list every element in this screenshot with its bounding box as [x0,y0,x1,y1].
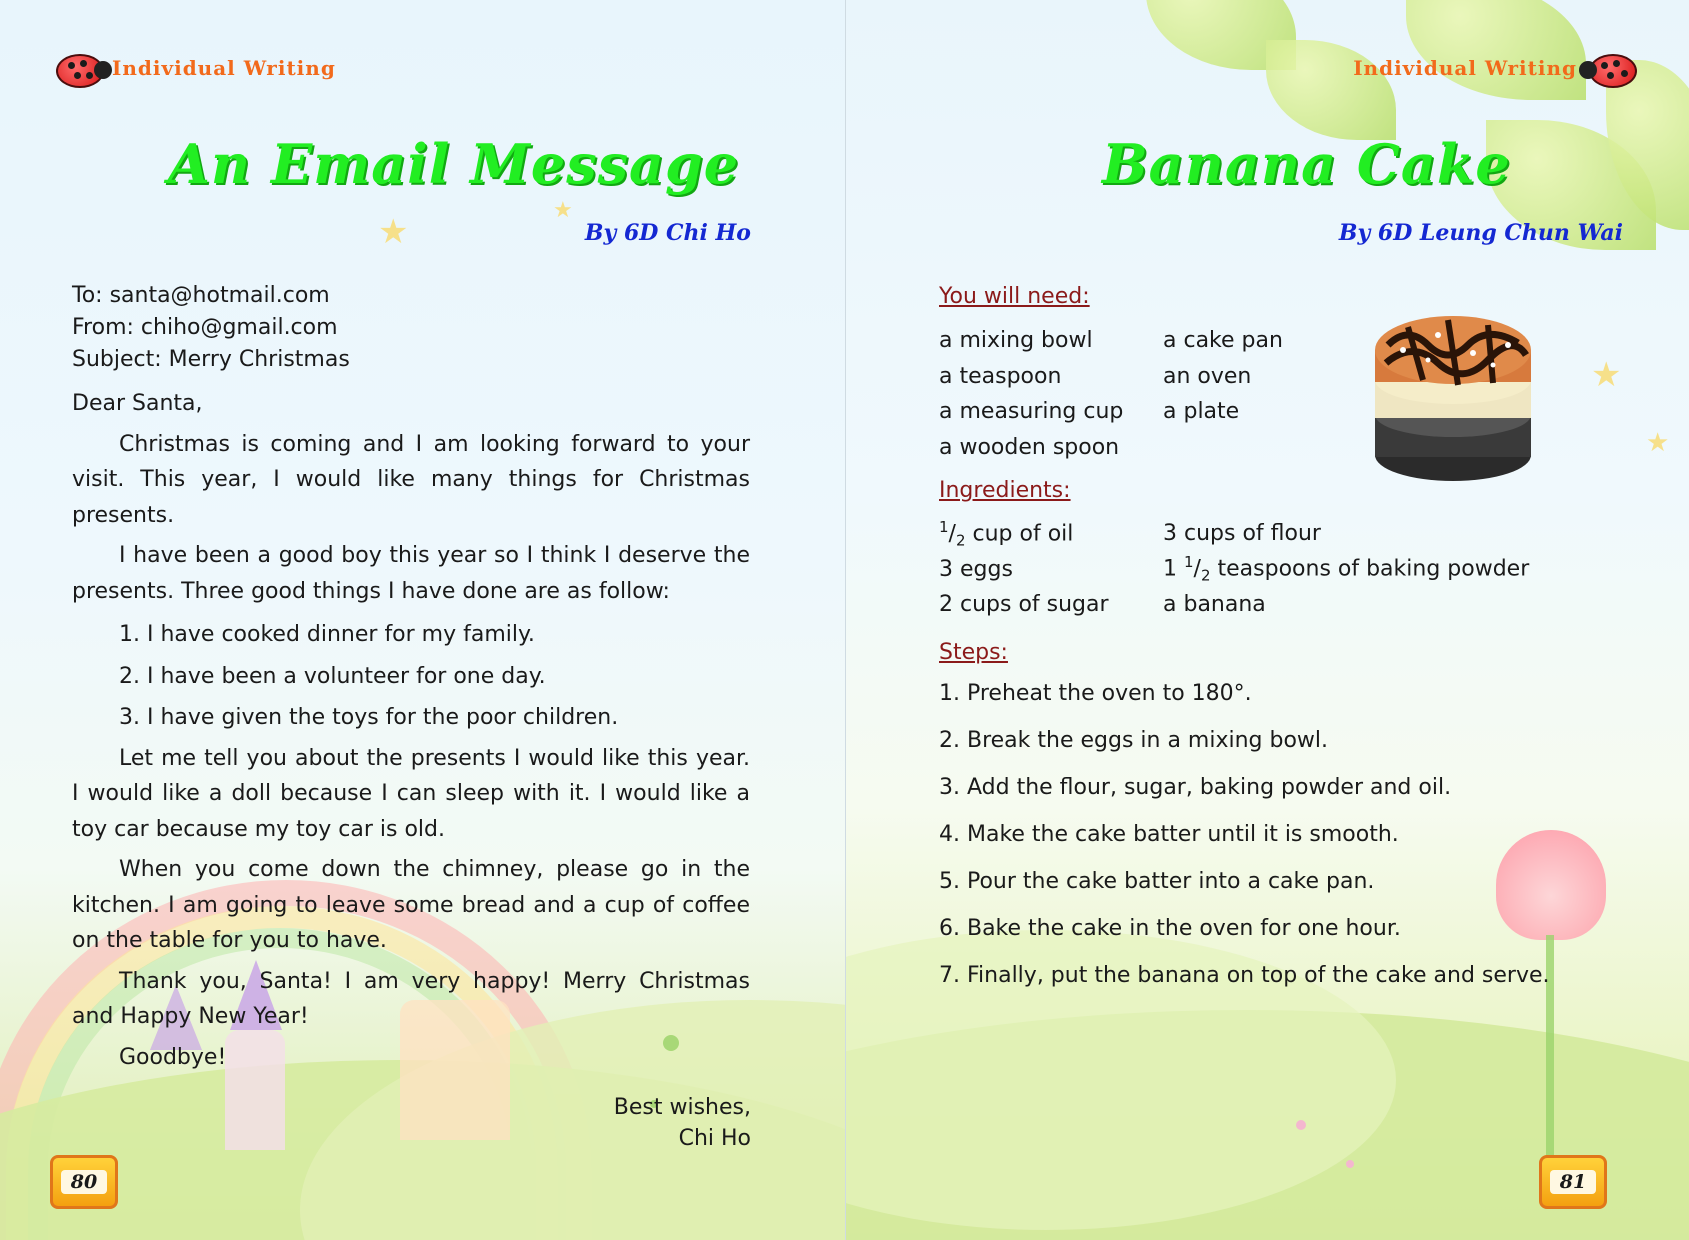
page-title: Banana Cake [1102,132,1511,196]
fraction-denominator: 2 [955,531,966,550]
star-icon: ★ [1646,428,1670,458]
email-from: From: chiho@gmail.com [72,315,338,340]
ingredient-item: 1 $^1/_2$ teaspoons of baking powder [1163,553,1530,586]
equipment-item: a measuring cup [939,399,1124,425]
equipment-item: a plate [1163,399,1240,425]
step-item: 7. Finally, put the banana on top of the cake and serve. [939,963,1550,988]
list-item [939,323,1283,359]
step-item: 6. Bake the cake in the oven for one hour. [939,916,1401,941]
ingredient-text: teaspoons of baking powder [1210,556,1530,582]
equipment-item: a wooden spoon [939,434,1120,460]
list-item [939,430,1283,466]
greeting: Dear Santa, [72,391,203,416]
ingredients-list [939,516,1529,623]
right-page [846,0,1689,1240]
page-number: 81 [1550,1170,1596,1194]
list-item [939,516,1529,552]
list-item [939,552,1529,588]
equipment-item: a cake pan [1163,328,1283,354]
fraction-numerator: 1 [939,517,949,536]
paragraph-5: Thank you, Santa! I am very happy! Merry Christmas and Happy New Year! [72,968,750,1029]
letter-body [72,386,750,1075]
ingredient-item: $^1/_2$ cup of oil [939,517,1074,550]
list-item: 1. I have cooked dinner for my family. [119,622,535,647]
ingredient-text: cup of oil [965,521,1074,547]
equipment-item: a mixing bowl [939,328,1093,354]
bubble-decoration [1296,1120,1306,1130]
author-byline: By 6D Chi Ho [584,220,751,246]
star-icon: ★ [1591,355,1622,395]
page-number: 80 [61,1170,107,1194]
steps-list [939,670,1550,999]
equipment-item: an oven [1163,363,1252,389]
ingredient-item: a banana [1163,592,1266,618]
steps-heading: Steps: [939,640,1008,665]
ingredient-item: 3 eggs [939,556,1013,582]
good-things-list [72,614,750,739]
you-will-need-heading: You will need: [939,284,1090,309]
list-item [939,394,1283,430]
ladybug-icon [1585,50,1643,86]
paragraph-4: When you come down the chimney, please go in the kitchen. I am going to leave some bread and a cup of coffee on the table for you to have. [72,857,750,953]
list-item: 3. I have given the toys for the poor children. [119,705,619,730]
equipment-item: a teaspoon [939,363,1062,389]
star-icon: ★ [553,198,573,223]
ingredient-text: 1 [1163,556,1184,582]
fraction-numerator: 1 [1184,553,1194,572]
section-header [1353,50,1643,86]
list-item: 2. I have been a volunteer for one day. [119,663,546,689]
header-label: Individual Writing [112,56,336,80]
ingredient-item: 3 cups of flour [1163,521,1321,547]
bubble-decoration [1346,1160,1354,1168]
page-title: An Email Message [168,132,740,196]
header-label: Individual Writing [1353,56,1577,80]
page-number-badge [50,1155,118,1209]
ingredient-item: 2 cups of sugar [939,592,1109,618]
paragraph-2: I have been a good boy this year so I think I deserve the presents. Three good things I have done are as follow: [72,543,750,604]
section-header [46,50,336,86]
email-subject: Subject: Merry Christmas [72,347,350,372]
step-item: 2. Break the eggs in a mixing bowl. [939,728,1329,753]
step-item: 3. Add the flour, sugar, baking powder and oil. [939,775,1452,800]
cake-image [1368,305,1538,485]
list-item [939,359,1283,395]
star-icon: ★ [378,212,409,252]
equipment-list [939,323,1283,465]
signature: Chi Ho [678,1126,751,1151]
fraction-denominator: 2 [1200,567,1211,586]
step-item: 1. Preheat the oven to 180°. [939,681,1252,706]
ingredients-heading: Ingredients: [939,478,1071,503]
paragraph-3: Let me tell you about the presents I would like this year. I would like a doll because I can sleep with it. I would like a toy car because my toy car is old. [72,745,750,842]
page-number-badge [1539,1155,1607,1209]
closing-phrase: Best wishes, [613,1095,751,1120]
email-headers [72,280,752,376]
paragraph-1: Christmas is coming and I am looking forward to your visit. This year, I would like many things for Christmas presents. [72,431,750,528]
email-to: To: santa@hotmail.com [72,283,330,308]
step-item: 4. Make the cake batter until it is smooth. [939,822,1399,847]
ladybug-icon [46,50,104,86]
list-item [939,587,1529,623]
author-byline: By 6D Leung Chun Wai [1338,220,1623,246]
goodbye: Goodbye! [119,1044,227,1070]
step-item: 5. Pour the cake batter into a cake pan. [939,869,1375,894]
letter-closing [614,1092,751,1154]
